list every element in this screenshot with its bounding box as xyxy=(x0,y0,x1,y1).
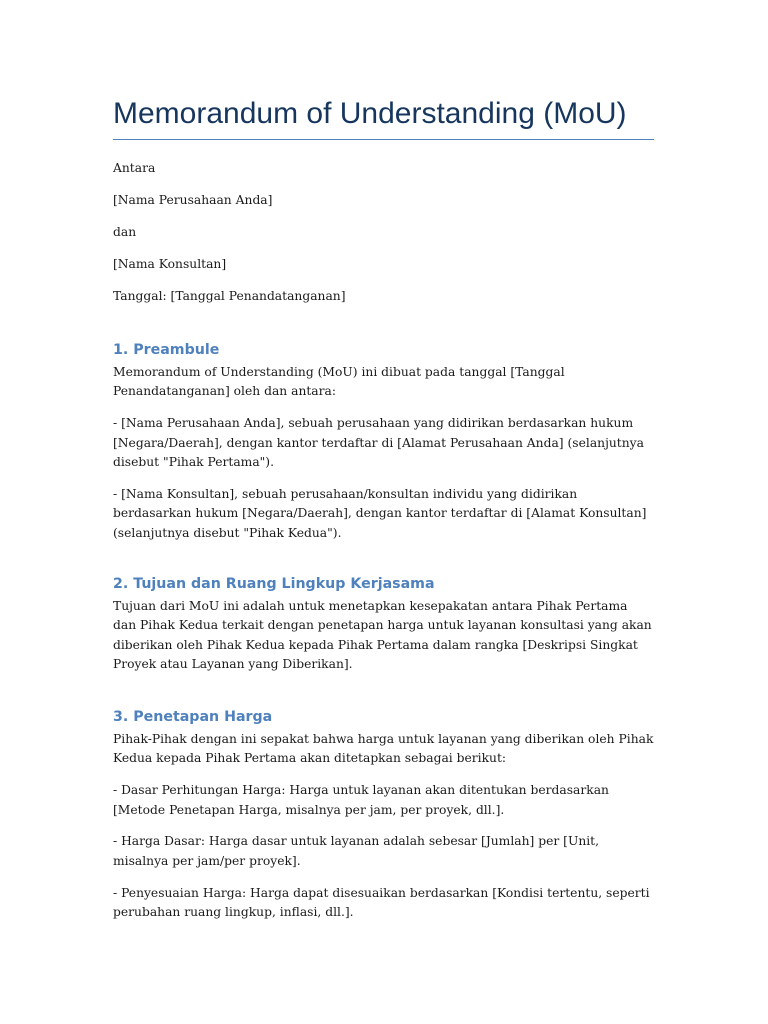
section-paragraph: Memorandum of Understanding (MoU) ini dibuat pada tanggal [Tanggal Penandatanganan] oleh dan antara: xyxy=(113,365,565,399)
intro-date-line: Tanggal: [Tanggal Penandatanganan] xyxy=(113,289,346,303)
section-heading: 2. Tujuan dan Ruang Lingkup Kerjasama xyxy=(113,576,435,592)
section-paragraph: Pihak-Pihak dengan ini sepakat bahwa harga untuk layanan yang diberikan oleh Pihak Kedua kepada Pihak Pertama akan ditetapkan sebagai berikut: xyxy=(113,732,654,766)
section-paragraph: - [Nama Perusahaan Anda], sebuah perusahaan yang didirikan berdasarkan hukum [Negara/Daerah], dengan kantor terdaftar di [Alamat Perusahaan Anda] (selanjutnya disebut "Pihak Pertama"). xyxy=(113,416,644,470)
section-tujuan xyxy=(113,574,654,675)
section-paragraph: - Harga Dasar: Harga dasar untuk layanan adalah sebesar [Jumlah] per [Unit, misalnya per jam/per proyek]. xyxy=(113,834,600,868)
section-paragraph: - Penyesuaian Harga: Harga dapat disesuaikan berdasarkan [Kondisi tertentu, seperti perubahan ruang lingkup, inflasi, dll.]. xyxy=(113,885,650,920)
intro-and: dan xyxy=(113,225,137,239)
section-preambule xyxy=(113,340,654,543)
section-paragraph: - Dasar Perhitungan Harga: Harga untuk layanan akan ditentukan berdasarkan [Metode Penetapan Harga, misalnya per jam, per proyek, dll.]. xyxy=(113,783,609,817)
title-underline xyxy=(113,139,654,140)
intro-between: Antara xyxy=(113,161,156,175)
intro-party-one: [Nama Perusahaan Anda] xyxy=(113,193,273,207)
section-heading: 1. Preambule xyxy=(113,342,220,358)
document-title: Memorandum of Understanding (MoU) xyxy=(113,97,627,130)
intro-party-two: [Nama Konsultan] xyxy=(113,257,227,271)
section-penetapan-harga xyxy=(113,707,654,922)
section-paragraph: Tujuan dari MoU ini adalah untuk menetapkan kesepakatan antara Pihak Pertama dan Pihak Kedua terkait dengan penetapan harga untuk layanan konsultasi yang akan diberikan oleh Pihak Kedua kepada Pihak Pertama dalam rangka [Deskripsi Singkat Proyek atau Layanan yang Diberikan]. xyxy=(113,599,652,672)
section-heading: 3. Penetapan Harga xyxy=(113,709,273,725)
section-paragraph: - [Nama Konsultan], sebuah perusahaan/konsultan individu yang didirikan berdasarkan hukum [Negara/Daerah], dengan kantor terdaftar di [Alamat Konsultan] (selanjutnya disebut "Pihak Kedua"). xyxy=(113,486,647,540)
